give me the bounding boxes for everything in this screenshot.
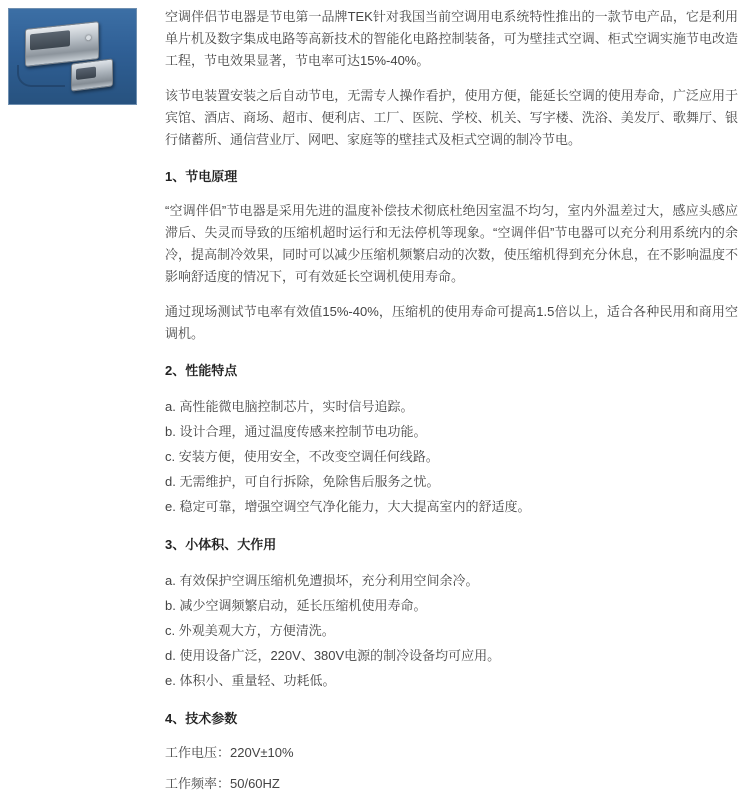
principle-paragraph-2: 通过现场测试节电率有效值15%-40%，压缩机的使用寿命可提高1.5倍以上，适合各种民用和商用空调机。 — [165, 304, 738, 341]
list-item: e. 体积小、重量轻、功耗低。 — [165, 673, 336, 688]
device-faceplate-icon — [30, 30, 70, 50]
list-item: a. 高性能微电脑控制芯片，实时信号追踪。 — [165, 399, 414, 414]
list-item: e. 稳定可靠，增强空调空气净化能力，大大提高室内的舒适度。 — [165, 499, 531, 514]
main-device-icon — [25, 21, 99, 67]
section-title-principle: 1、节电原理 — [165, 169, 238, 184]
list-item: b. 减少空调频繁启动，延长压缩机使用寿命。 — [165, 598, 427, 613]
list-item: d. 无需维护，可自行拆除，免除售后服务之忧。 — [165, 474, 440, 489]
article-content — [165, 0, 752, 794]
intro-paragraph-2: 该节电装置安装之后自动节电，无需专人操作看护，使用方便，能延长空调的使用寿命，广泛应用于宾馆、酒店、商场、超市、便利店、工厂、医院、学校、机关、写字楼、洗浴、美发厅、歌舞厅、银行储蓄所、通信营业厅、网吧、家庭等的壁挂式及柜式空调的制冷节电。 — [165, 88, 738, 147]
product-figure — [8, 8, 153, 105]
secondary-faceplate-icon — [76, 67, 96, 80]
spec-frequency: 工作频率：50/60HZ — [165, 776, 280, 791]
list-item: c. 安装方便，使用安全，不改变空调任何线路。 — [165, 449, 439, 464]
section-title-specs: 4、技术参数 — [165, 711, 238, 726]
section-title-compact: 3、小体积、大作用 — [165, 537, 277, 552]
features-list — [165, 394, 738, 519]
list-item: c. 外观美观大方，方便清洗。 — [165, 623, 335, 638]
list-item: b. 设计合理，通过温度传感来控制节电功能。 — [165, 424, 427, 439]
list-item: a. 有效保护空调压缩机免遭损坏，充分利用空间余冷。 — [165, 573, 479, 588]
product-photo-icon — [8, 8, 137, 105]
principle-paragraph-1: “空调伴侣”节电器是采用先进的温度补偿技术彻底杜绝因室温不均匀，室内外温差过大，感应头感应滞后、失灵而导致的压缩机超时运行和无法停机等现象。“空调伴侣”节电器可以充分利用系统内的余冷，提高制冷效果，同时可以减少压缩机频繁启动的次数，使压缩机得到充分休息，在不影响温度不影响舒适度的情况下，可有效延长空调机使用寿命。 — [165, 203, 738, 284]
secondary-device-icon — [71, 58, 113, 91]
section-title-features: 2、性能特点 — [165, 363, 238, 378]
spec-voltage: 工作电压：220V±10% — [165, 745, 294, 760]
list-item: d. 使用设备广泛，220V、380V电源的制冷设备均可应用。 — [165, 648, 501, 663]
power-cord-icon — [17, 65, 65, 87]
device-indicator-icon — [86, 35, 91, 41]
intro-paragraph-1: 空调伴侣节电器是节电第一品牌TEK针对我国当前空调用电系统特性推出的一款节电产品，它是利用单片机及数字集成电路等高新技术的智能化电路控制装备，可为壁挂式空调、柜式空调实施节电改造工程，节电效果显著，节电率可达15%-40%。 — [165, 9, 738, 68]
benefits-list — [165, 568, 738, 693]
